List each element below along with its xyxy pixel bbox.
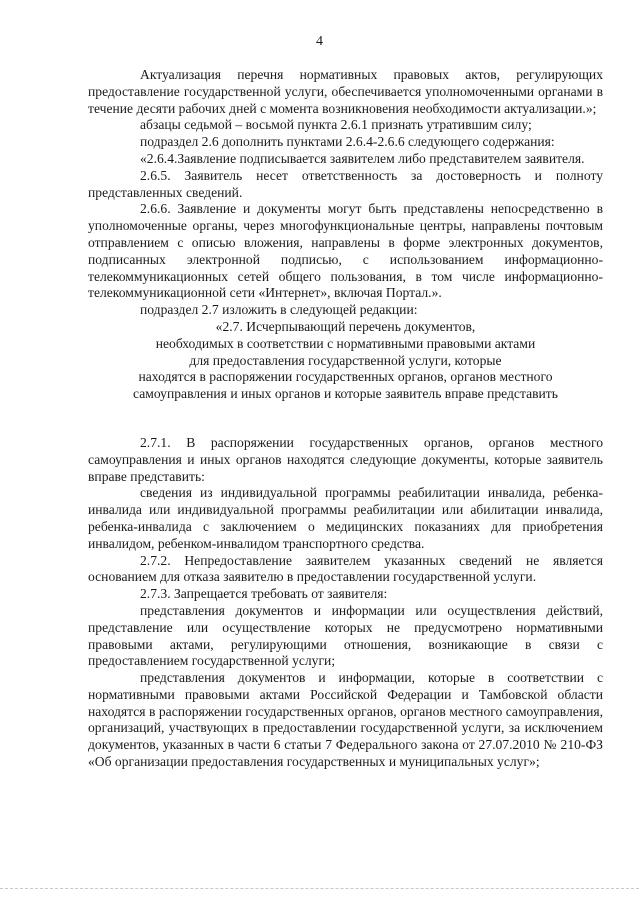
paragraph: представления документов и информации или осуществления действий, представление или осуществление которых не предусмотрено нормативными правовыми актами, регулирующими отношения, возникающие в связи с предоставлением государственной услуги; (88, 602, 603, 669)
paragraph: 2.7.2. Непредоставление заявителем указанных сведений не является основанием для отказа заявителю в предоставлении государственной услуги. (88, 552, 603, 585)
section-heading (88, 319, 603, 403)
paragraph: представления документов и информации, которые в соответствии с нормативными правовыми актами Российской Федерации и Тамбовской области находятся в распоряжении государственных органов, органов местного самоуправления, организаций, участвующих в предоставлении государственной услуги, за исключением документов, указанных в части 6 статьи 7 Федерального закона от 27.07.2010 № 210-ФЗ «Об организации предоставления государственных и муниципальных услуг»; (88, 670, 603, 770)
paragraph: 2.7.1. В распоряжении государственных органов, органов местного самоуправления и иных органов находятся следующие документы, которые заявитель вправе представить: (88, 434, 603, 484)
paragraph: сведения из индивидуальной программы реабилитации инвалида, ребенка-инвалида или индивидуальной программы реабилитации или абилитации инвалида, ребенка-инвалида с заключением о медицинских показаниях для приобретения инвалидом, ребенком-инвалидом транспортного средства. (88, 485, 603, 551)
paragraph: 2.7.3. Запрещается требовать от заявителя: (140, 586, 388, 602)
paragraph: абзацы седьмой – восьмой пункта 2.6.1 признать утратившим силу; (140, 117, 532, 133)
paragraph: «2.6.4.Заявление подписывается заявителем либо представителем заявителя. (140, 150, 585, 166)
paragraph: подраздел 2.7 изложить в следующей редакции: (140, 302, 418, 318)
paragraph: подраздел 2.6 дополнить пунктами 2.6.4-2.6.6 следующего содержания: (140, 134, 555, 150)
paragraph: 2.6.5. Заявитель несет ответственность за достоверность и полноту представленных сведений. (88, 167, 603, 200)
spacer (88, 403, 603, 435)
paragraph: Актуализация перечня нормативных правовых актов, регулирующих предоставление государственной услуги, обеспечивается уполномоченными органами в течение десяти рабочих дней с момента возникновения необходимости актуализации.»; (88, 67, 603, 116)
heading-line: для предоставления государственной услуги, которые (189, 352, 502, 368)
heading-line: самоуправления и иных органов и которые заявитель вправе представить (133, 386, 558, 402)
page-number: 4 (316, 34, 323, 49)
heading-line: необходимых в соответствии с нормативными правовыми актами (155, 335, 536, 351)
heading-line: находятся в распоряжении государственных органов, органов местного (138, 369, 553, 385)
paragraph: 2.6.6. Заявление и документы могут быть представлены непосредственно в уполномоченные органы, через многофункциональные центры, направлены почтовым отправлением с описью вложения, направлены в форме электронных документов, подписанных электронной подписью, с использованием информационно-телекоммуникационных сетей общего пользования, в том числе информационно-телекоммуникационной сети «Интернет», включая Портал.». (88, 201, 603, 301)
heading-line: «2.7. Исчерпывающий перечень документов, (215, 318, 476, 334)
document-body (88, 67, 603, 771)
page-bottom-edge (0, 888, 639, 889)
